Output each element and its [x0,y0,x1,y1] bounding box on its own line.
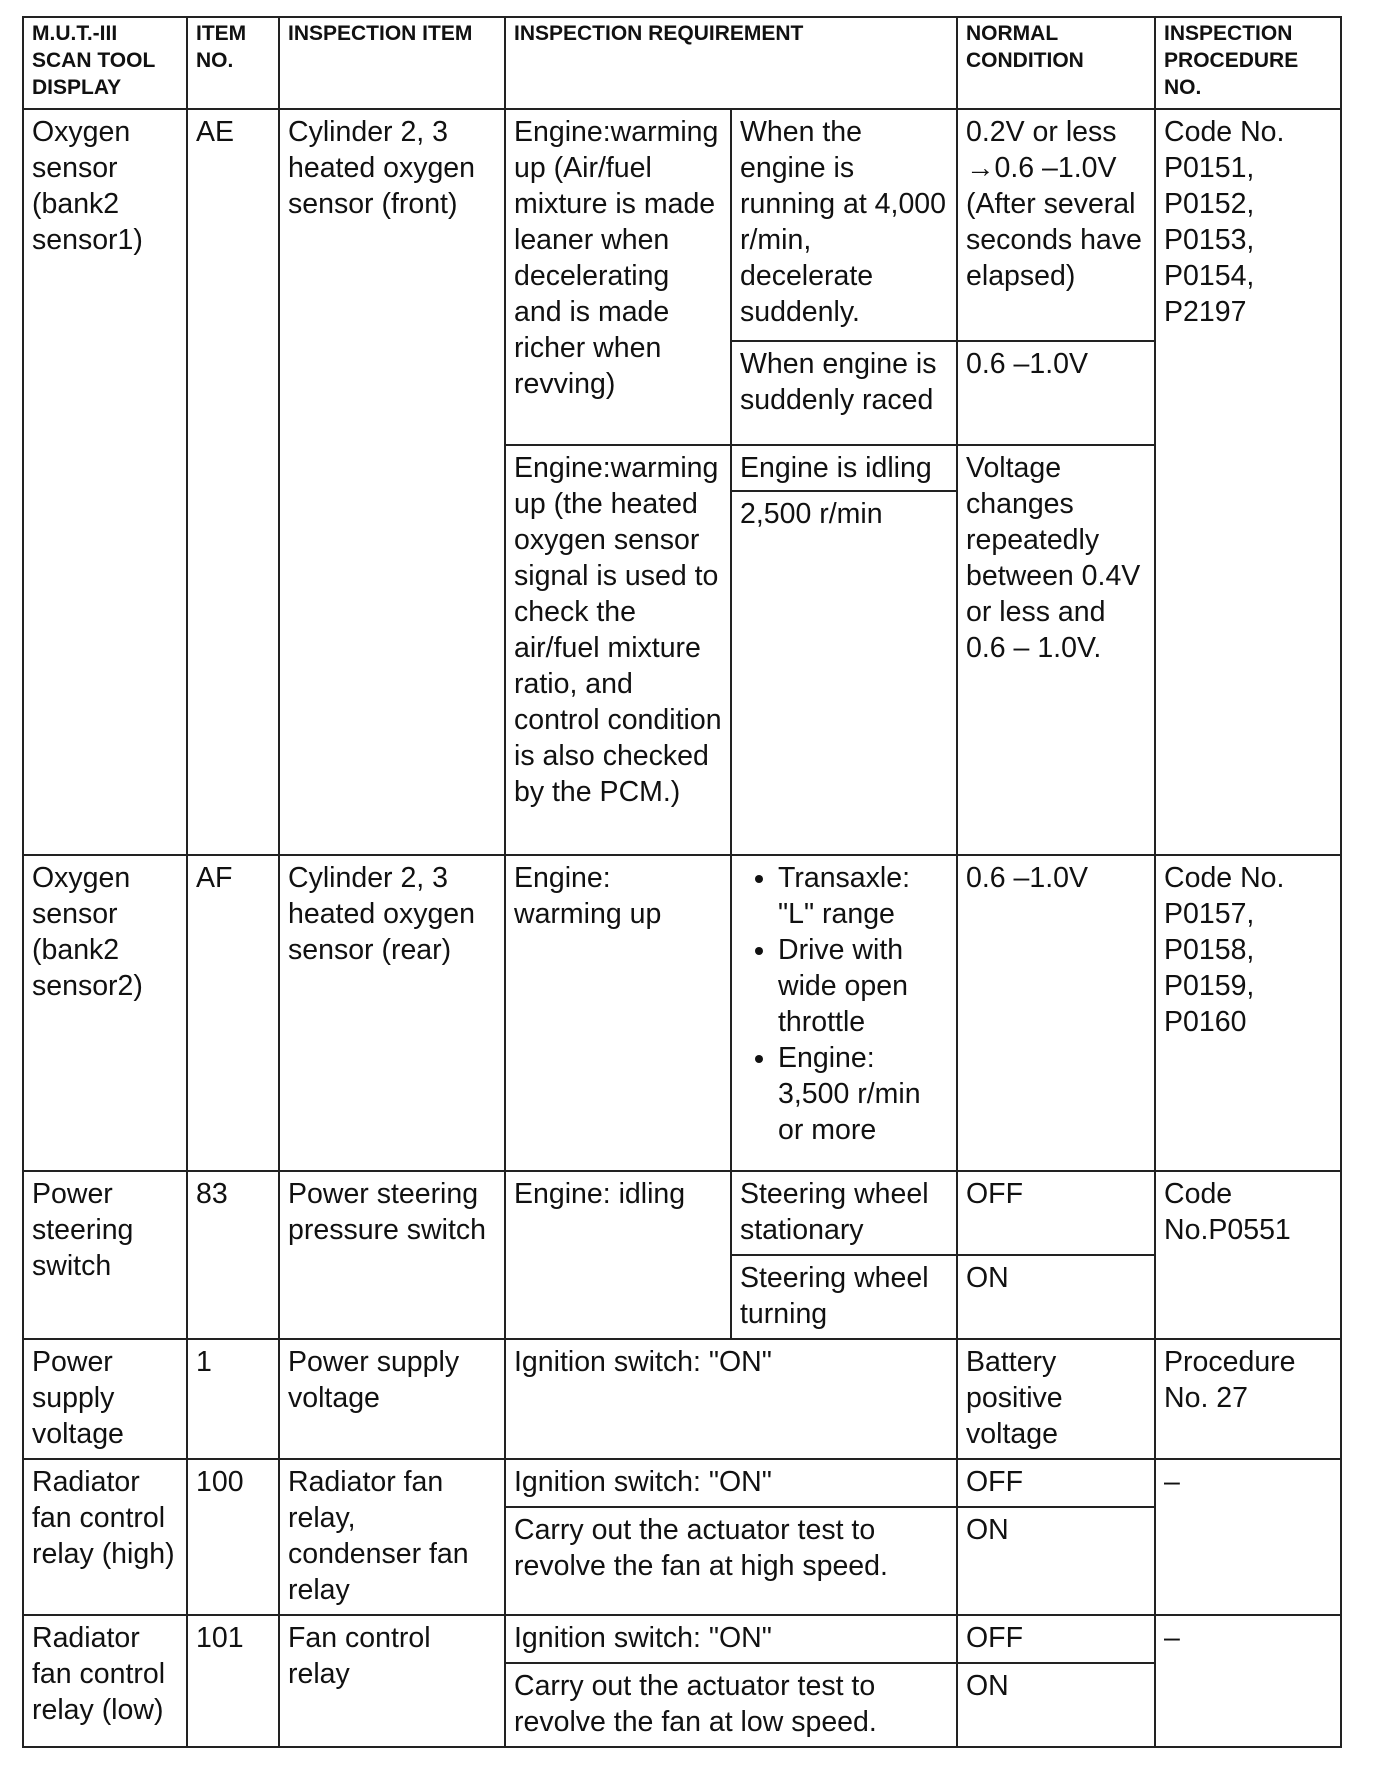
header-item: INSPECTION ITEM [279,17,505,109]
condition-cell: Engine:warming up (Air/fuel mixture is made leaner when decelerating and is made richer when revving) [505,109,731,445]
display-cell: Oxygen sensor (bank2 sensor2) [23,855,187,1171]
condition-cell: Ignition switch: "ON" [505,1339,957,1459]
normal-cell: 0.6 –1.0V [957,341,1155,445]
item-no-cell: 101 [187,1615,279,1747]
normal-cell: 0.6 –1.0V [957,855,1155,1171]
subcondition-cell: Steering wheel turning [731,1255,957,1339]
header-display: M.U.T.-III SCAN TOOL DISPLAY [23,17,187,109]
bullet-list [740,860,948,1148]
item-no-cell: 100 [187,1459,279,1615]
list-item: • Engine: 3,500 r/min or more [778,1040,948,1148]
procedure-cell: Procedure No. 27 [1155,1339,1341,1459]
procedure-cell: Code No.P0551 [1155,1171,1341,1339]
item-cell: Fan control relay [279,1615,505,1747]
condition-cell: Engine: idling [505,1171,731,1339]
header-requirement: INSPECTION REQUIREMENT [505,17,957,109]
subcondition-cell: When the engine is running at 4,000 r/min, decelerate suddenly. [731,109,957,341]
display-cell: Radiator fan control relay (low) [23,1615,187,1747]
normal-cell: ON [957,1663,1155,1747]
normal-cell: OFF [957,1171,1155,1255]
inspection-table-page [22,16,1340,1748]
table-row [23,1459,1341,1507]
subcondition-cell: 2,500 r/min [731,491,957,855]
display-cell: Radiator fan control relay (high) [23,1459,187,1615]
inspection-table [22,16,1342,1748]
normal-cell: Voltage changes repeatedly between 0.4V or less and 0.6 – 1.0V. [957,445,1155,855]
condition-cell: Engine: warming up [505,855,731,1171]
item-no-cell: AE [187,109,279,855]
normal-cell: OFF [957,1459,1155,1507]
procedure-cell: – [1155,1615,1341,1747]
table-row [23,109,1341,341]
item-cell: Radiator fan relay, condenser fan relay [279,1459,505,1615]
item-cell: Power steering pressure switch [279,1171,505,1339]
normal-cell: ON [957,1255,1155,1339]
subcondition-cell: When engine is suddenly raced [731,341,957,445]
header-item-no: ITEM NO. [187,17,279,109]
item-cell: Cylinder 2, 3 heated oxygen sensor (front) [279,109,505,855]
item-cell: Power supply voltage [279,1339,505,1459]
item-cell: Cylinder 2, 3 heated oxygen sensor (rear) [279,855,505,1171]
table-row [23,1615,1341,1663]
procedure-cell: – [1155,1459,1341,1615]
condition-cell: Carry out the actuator test to revolve the fan at low speed. [505,1663,957,1747]
subcondition-cell: Engine is idling [731,445,957,491]
subcondition-cell: Steering wheel stationary [731,1171,957,1255]
display-cell: Power supply voltage [23,1339,187,1459]
display-cell: Oxygen sensor (bank2 sensor1) [23,109,187,855]
header-procedure: INSPECTION PROCEDURE NO. [1155,17,1341,109]
normal-cell: OFF [957,1615,1155,1663]
table-row [23,1339,1341,1459]
header-normal: NORMAL CONDITION [957,17,1155,109]
item-no-cell: 83 [187,1171,279,1339]
table-row [23,855,1341,1171]
list-item: • Drive with wide open throttle [778,932,948,1040]
header-row [23,17,1341,109]
table-row [23,1171,1341,1255]
item-no-cell: 1 [187,1339,279,1459]
normal-cell: ON [957,1507,1155,1615]
item-no-cell: AF [187,855,279,1171]
procedure-cell: Code No. P0151, P0152, P0153, P0154, P2197 [1155,109,1341,855]
normal-cell: 0.2V or less →0.6 –1.0V (After several seconds have elapsed) [957,109,1155,341]
condition-cell: Ignition switch: "ON" [505,1615,957,1663]
condition-cell: Engine:warming up (the heated oxygen sensor signal is used to check the air/fuel mixture ratio, and control condition is also checked by the PCM.) [505,445,731,855]
condition-cell: Carry out the actuator test to revolve the fan at high speed. [505,1507,957,1615]
display-cell: Power steering switch [23,1171,187,1339]
subcondition-cell [731,855,957,1171]
condition-cell: Ignition switch: "ON" [505,1459,957,1507]
procedure-cell: Code No. P0157, P0158, P0159, P0160 [1155,855,1341,1171]
normal-cell: Battery positive voltage [957,1339,1155,1459]
list-item: • Transaxle: "L" range [778,860,948,932]
